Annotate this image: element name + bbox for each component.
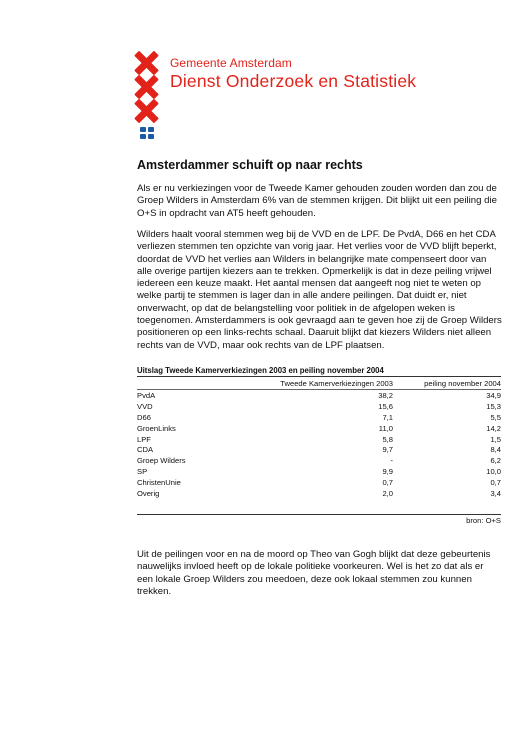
os-dots-icon [140, 127, 162, 139]
value-2003: 2,0 [382, 488, 393, 498]
party-name: CDA [137, 445, 154, 455]
value-2004: 14,2 [486, 423, 501, 433]
table-header-row [137, 378, 501, 390]
party-name: Groep Wilders [137, 456, 186, 466]
paragraph-closing: Uit de peilingen voor en na de moord op Theo van Gogh blijkt dat deze gebeurtenis nauwelijks invloed heeft op de lokale politieke voorkeuren. Wel is het zo dat als er een lokale Groep Wilders zou meedoen, deze ook lokaal stemmen zou kunnen trekken. [137, 549, 491, 597]
org-name-large: Dienst Onderzoek en Statistiek [170, 71, 417, 91]
table-row [137, 466, 501, 477]
table-row [137, 412, 501, 423]
party-name: GroenLinks [137, 423, 176, 433]
cross-icon [134, 100, 158, 122]
party-name: PvdA [137, 390, 156, 400]
table-bottom-rule [137, 514, 501, 515]
value-2004: 5,5 [490, 412, 501, 422]
table-row [137, 434, 501, 445]
value-2003: - [390, 456, 393, 466]
value-2003: 5,8 [382, 434, 393, 444]
cross-icon [134, 76, 158, 98]
value-2004: 34,9 [486, 390, 501, 400]
party-name: VVD [137, 401, 153, 411]
party-name: Overig [137, 488, 160, 498]
article-headline: Amsterdammer schuift op naar rechts [137, 158, 363, 172]
table-row [137, 423, 501, 434]
value-2003: 15,6 [378, 401, 393, 411]
amsterdam-logo [134, 52, 162, 139]
table-row [137, 390, 501, 401]
value-2004: 1,5 [490, 434, 501, 444]
table-title: Uitslag Tweede Kamerverkiezingen 2003 en peiling november 2004 [137, 366, 384, 375]
results-table [137, 378, 501, 499]
value-2003: 7,1 [382, 412, 393, 422]
table-row [137, 455, 501, 466]
table-row [137, 477, 501, 488]
value-2004: 10,0 [486, 467, 501, 477]
value-2003: 11,0 [378, 423, 393, 433]
value-2004: 15,3 [486, 401, 501, 411]
cross-icon [134, 52, 158, 74]
column-header [137, 378, 257, 390]
column-header: Tweede Kamerverkiezingen 2003 [280, 379, 393, 388]
paragraph-body: Wilders haalt vooral stemmen weg bij de VVD en de LPF. De PvdA, D66 en het CDA verliezen stemmen ten opzichte van vorig jaar. Het verlies voor de VVD blijft beperkt, doordat de VVD het verlies aan Wilders in belangrijke mate compenseert door van alle overige partijen kiezers aan te trekken. Opmerkelijk is dat in deze peiling vrijwel iedereen een keuze maakt. Het aantal mensen dat aangeeft nog niet te weten op welke partij te stemmen is lager dan in alle andere peilingen. Dat duidt er, niet onverwacht, op dat de belangstelling voor politiek in de afgelopen weken is toegenomen. Amsterdammers is ook gevraagd aan te geven hoe zij de Groep Wilders positioneren op een links-rechts schaal. Daaruit blijkt dat kiezers Wilders niet alleen rechts van de VVD, maar ook rechts van de LPF plaatsen. [137, 229, 502, 351]
party-name: LPF [137, 434, 151, 444]
value-2004: 0,7 [490, 478, 501, 488]
party-name: D66 [137, 412, 151, 422]
value-2004: 8,4 [490, 445, 501, 455]
value-2003: 9,9 [382, 467, 393, 477]
table-row [137, 444, 501, 455]
value-2004: 3,4 [490, 488, 501, 498]
table-source: bron: O+S [466, 516, 501, 525]
table-row [137, 488, 501, 499]
org-name-small: Gemeente Amsterdam [170, 56, 292, 70]
value-2003: 38,2 [378, 390, 393, 400]
value-2003: 0,7 [382, 478, 393, 488]
party-name: ChristenUnie [137, 478, 181, 488]
paragraph-intro: Als er nu verkiezingen voor de Tweede Kamer gehouden zouden worden dan zou de Groep Wilders in Amsterdam 6% van de stemmen krijgen. Dit blijkt uit een peiling die O+S in opdracht van AT5 heeft gehouden. [137, 183, 497, 219]
party-name: SP [137, 467, 148, 477]
table-top-rule [137, 376, 501, 377]
table-row [137, 401, 501, 412]
value-2003: 9,7 [382, 445, 393, 455]
column-header: peiling november 2004 [424, 379, 501, 388]
value-2004: 6,2 [490, 456, 501, 466]
